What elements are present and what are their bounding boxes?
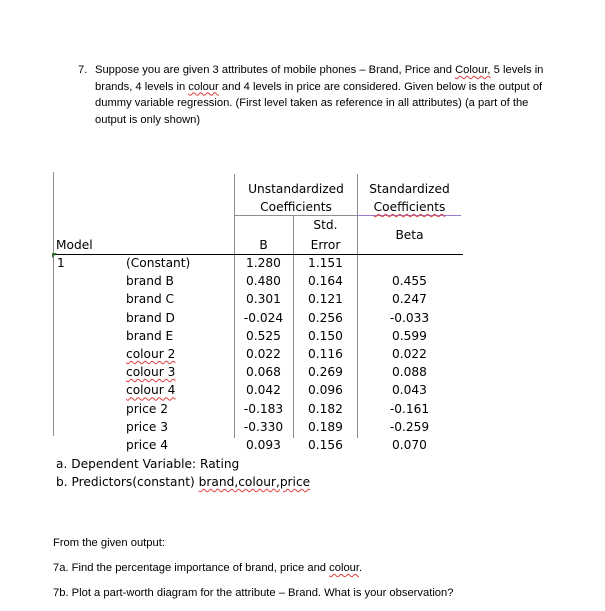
row-std-error: 0.189 [308,419,343,434]
header-error: Error [310,238,341,252]
row-b-value: -0.183 [243,401,284,416]
row-std-error: 0.256 [308,310,343,325]
row-b-value: -0.024 [243,310,284,325]
row-beta: 0.022 [392,347,427,361]
header-standardized-coefficients: Coefficients [373,200,446,214]
row-label: colour 4 [126,383,176,398]
table-border-left [53,172,54,436]
footnote-dependent: a. Dependent Variable: Rating [56,457,240,471]
row-beta: 0.088 [392,365,427,380]
question-body [95,62,578,128]
question-line-3: dummy variable regression. (First level taken as reference in all attributes) (a part of the [95,97,529,109]
coefficients-table [53,172,461,489]
row-b-value: 0.301 [246,292,281,307]
row-b-value: 0.525 [246,328,281,343]
header-std: Std. [313,218,338,232]
question-7a: 7a. Find the percentage importance of brand, price and colour. [53,562,363,574]
row-b-value: 0.093 [246,438,281,452]
row-beta: 0.599 [392,328,427,343]
row-beta: 0.455 [392,274,427,289]
row-std-error: 0.156 [308,438,343,452]
row-label: price 4 [126,438,168,452]
row-b-value: 1.280 [246,256,281,270]
row-label: price 3 [126,419,168,434]
row-label: brand B [126,274,174,289]
row-label: colour 3 [126,365,176,380]
row-std-error: 0.096 [308,383,343,398]
row-beta: 0.247 [392,292,427,307]
row-std-error: 0.150 [308,328,343,343]
table-header-rule [53,254,463,255]
row-std-error: 0.116 [308,347,343,361]
footnote-predictors: b. Predictors(constant) brand,colour,price [56,475,311,489]
row-b-value: 0.068 [246,365,281,380]
header-unstandardized: Unstandardized [248,182,344,196]
row-beta: -0.259 [389,419,430,434]
row-beta: 0.043 [392,383,427,398]
row-label: (Constant) [126,256,191,270]
row-label: brand C [126,292,175,307]
row-b-value: 0.022 [246,347,281,361]
row-b-value: -0.330 [243,419,284,434]
row-label: price 2 [126,401,168,416]
question-7b: 7b. Plot a part-worth diagram for the attribute – Brand. What is your observation? [53,587,454,599]
row-std-error: 0.164 [308,274,343,289]
header-model: Model [56,238,93,252]
header-b: B [259,238,268,252]
model-index: 1 [57,256,65,270]
row-label: colour 2 [126,347,176,361]
table-rule [234,215,358,216]
row-b-value: 0.042 [246,383,281,398]
header-unstandardized-coefficients: Coefficients [260,200,332,214]
spellcheck-word: Colour, [455,64,491,76]
header-standardized: Standardized [369,182,450,196]
question-line-1: Suppose you are given 3 attributes of mobile phones – Brand, Price and Colour, 5 levels in [95,64,544,76]
question-number: 7. [78,64,88,76]
row-beta: -0.033 [389,310,430,325]
table-rule [357,215,461,216]
question-paragraph [78,62,578,128]
row-beta: 0.070 [392,438,427,452]
header-beta: Beta [395,228,424,242]
row-std-error: 0.269 [308,365,343,380]
question-line-2: brands, 4 levels in colour and 4 levels in price are considered. Given below is the output of [95,80,543,93]
row-label: brand D [126,310,175,325]
row-std-error: 0.182 [308,401,343,416]
spellcheck-word: colour [188,80,219,93]
row-std-error: 1.151 [308,256,343,270]
followup-intro: From the given output: [53,537,165,549]
question-line-4: output is only shown) [95,113,201,126]
row-std-error: 0.121 [308,292,343,307]
row-label: brand E [126,328,174,343]
row-beta: -0.161 [389,401,430,416]
row-b-value: 0.480 [246,274,281,289]
